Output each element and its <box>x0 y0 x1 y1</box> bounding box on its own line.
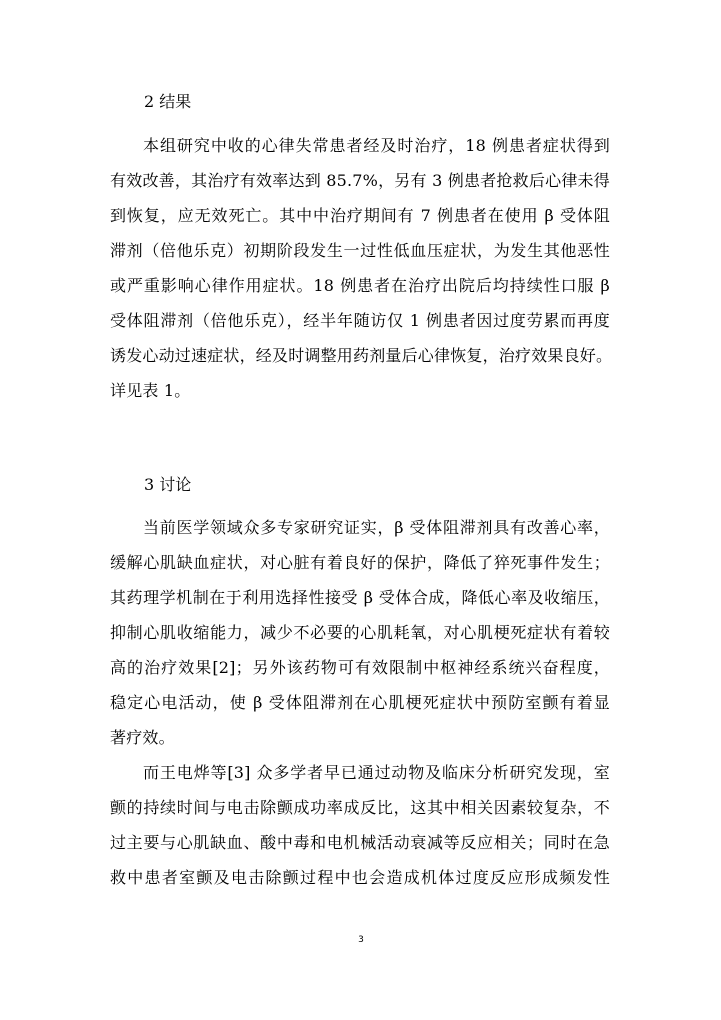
paragraph-line: 本组研究中收的心律失常患者经及时治疗，18 例患者症状得到 <box>143 136 610 155</box>
paragraph-line: 有效改善，其治疗有效率达到 85.7%，另有 3 例患者抢救后心律未得 <box>110 171 610 190</box>
paragraph-line: 或严重影响心律作用症状。18 例患者在治疗出院后均持续性口服 β <box>110 276 610 295</box>
paragraph-line: 当前医学领域众多专家研究证实，β 受体阻滞剂具有改善心率， <box>143 518 610 537</box>
paragraph-line: 颤的持续时间与电击除颤成功率成反比，这其中相关因素较复杂，不 <box>110 798 610 817</box>
paragraph-line: 稳定心电活动，使 β 受体阻滞剂在心肌梗死症状中预防室颤有着显 <box>110 693 610 712</box>
page-number: 3 <box>358 935 364 945</box>
results-paragraph <box>110 128 613 408</box>
paragraph-line: 其药理学机制在于利用选择性接受 β 受体合成，降低心率及收缩压， <box>110 588 610 607</box>
paragraph-line: 救中患者室颤及电击除颤过程中也会造成机体过度反应形成频发性 <box>110 868 610 887</box>
section-heading-discussion: 3 讨论 <box>144 475 192 494</box>
paragraph-line: 高的治疗效果[2]；另外该药物可有效限制中枢神经系统兴奋程度， <box>110 658 610 677</box>
paragraph-line: 缓解心肌缺血症状，对心脏有着良好的保护，降低了猝死事件发生； <box>110 553 610 572</box>
paragraph-line: 过主要与心肌缺血、酸中毒和电机械活动衰减等反应相关；同时在急 <box>110 833 610 852</box>
section-heading-results: 2 结果 <box>144 92 192 111</box>
paragraph-line: 著疗效。 <box>110 728 175 747</box>
paragraph-line: 滞剂（倍他乐克）初期阶段发生一过性低血压症状，为发生其他恶性 <box>110 241 610 260</box>
paragraph-line: 到恢复，应无效死亡。其中中治疗期间有 7 例患者在使用 β 受体阻 <box>110 206 610 225</box>
paragraph-line: 抑制心肌收缩能力，减少不必要的心肌耗氧，对心肌梗死症状有着较 <box>110 623 610 642</box>
discussion-paragraph-1 <box>110 510 610 755</box>
paragraph-line: 而王电烨等[3] 众多学者早已通过动物及临床分析研究发现，室 <box>143 763 610 782</box>
paragraph-line: 受体阻滞剂（倍他乐克），经半年随访仅 1 例患者因过度劳累而再度 <box>110 311 610 330</box>
paragraph-line: 详见表 1。 <box>110 381 191 400</box>
paragraph-line: 诱发心动过速症状，经及时调整用药剂量后心律恢复，治疗效果良好。 <box>110 346 613 365</box>
discussion-paragraph-2 <box>110 755 610 895</box>
